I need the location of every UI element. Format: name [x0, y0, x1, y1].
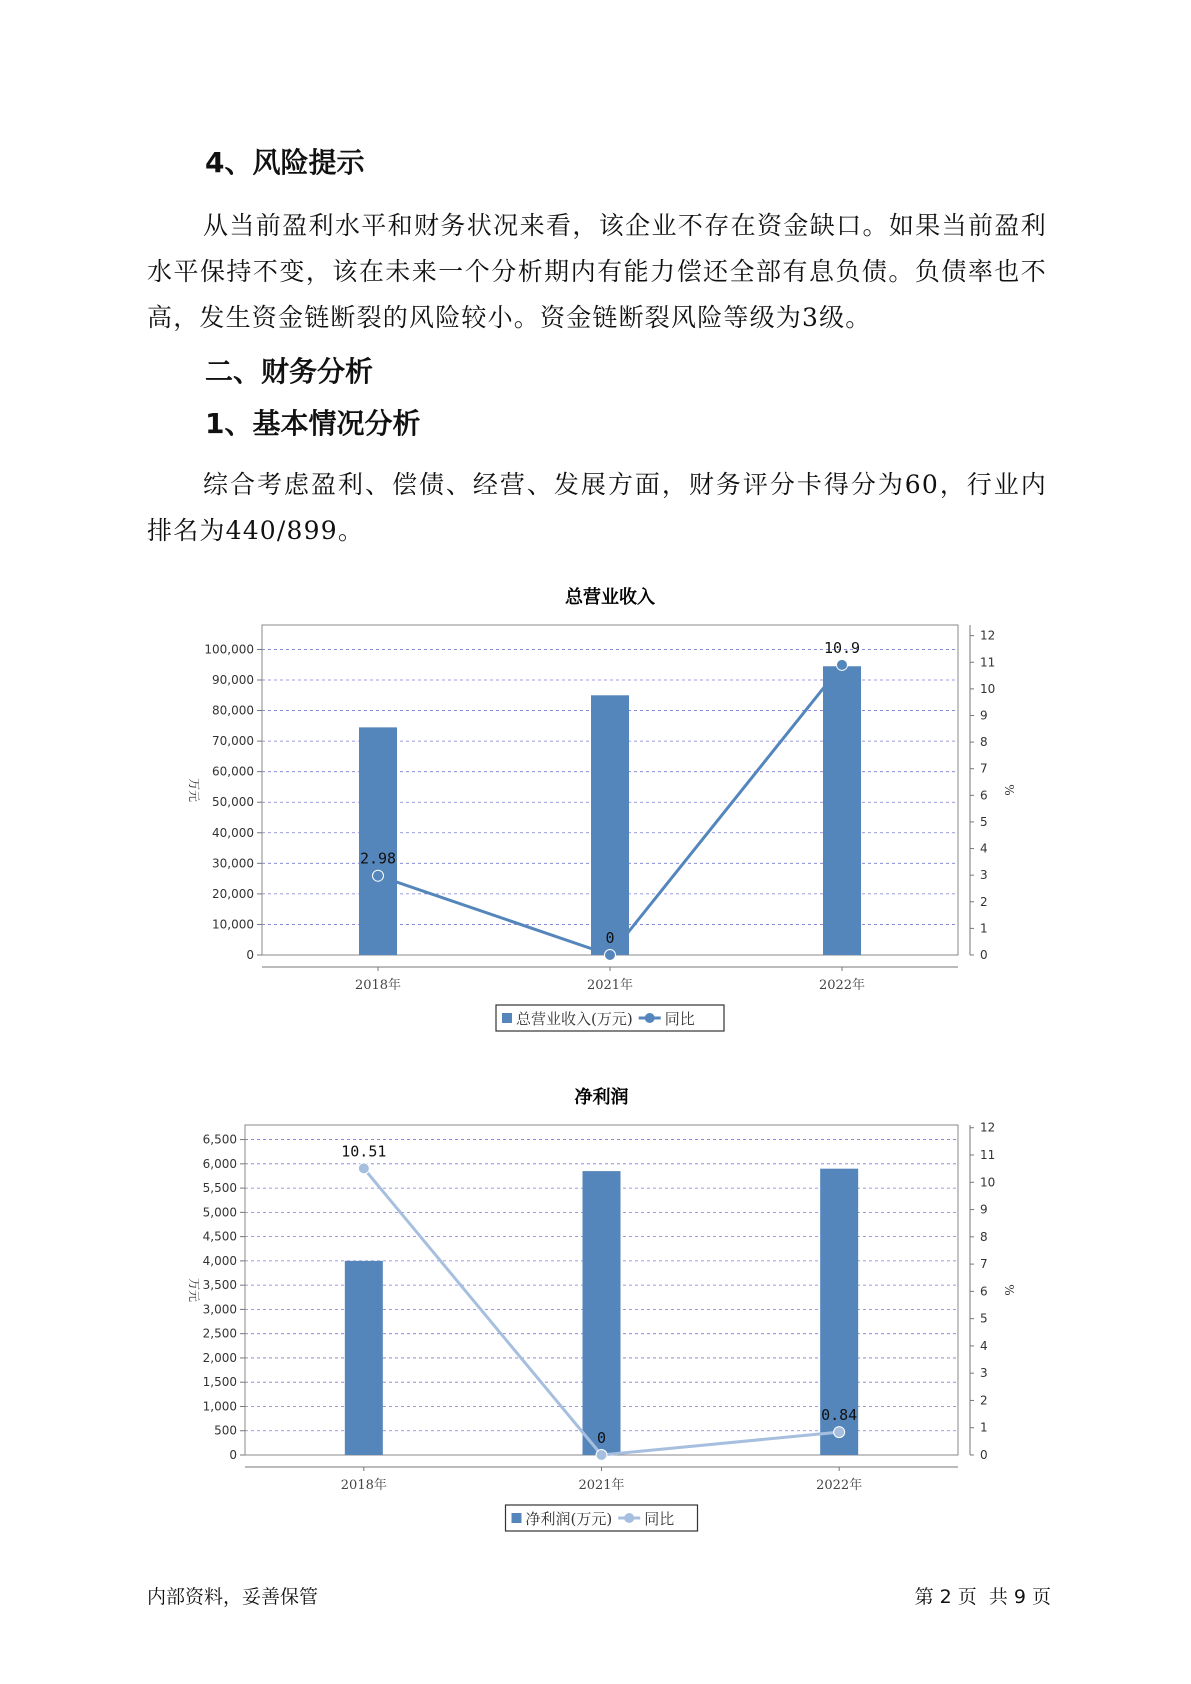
y2-tick-label: 8: [980, 1229, 988, 1244]
y-tick-label: 1,500: [202, 1375, 237, 1390]
y2-tick-label: 2: [980, 1393, 988, 1408]
y2-tick-label: 12: [980, 628, 996, 643]
net-profit-chart: [0, 1075, 1191, 1535]
y-axis-label: 万元: [187, 777, 201, 803]
y-axis-label: 万元: [187, 1277, 201, 1303]
data-label: 10.51: [341, 1142, 387, 1161]
legend-bar-swatch: [512, 1513, 522, 1523]
y2-tick-label: 11: [980, 655, 996, 670]
y2-tick-label: 11: [980, 1148, 996, 1162]
y-tick-label: 1,000: [202, 1399, 237, 1414]
y2-tick-label: 2: [980, 894, 988, 909]
bar: [345, 1261, 383, 1455]
basic-heading: 1、基本情况分析: [205, 407, 421, 440]
y-tick-label: 30,000: [212, 856, 254, 871]
bar: [823, 666, 861, 955]
data-label: 0: [596, 1429, 607, 1447]
footer-page-number: 第 2 页 共 9 页: [914, 1586, 1051, 1608]
y2-tick-label: 7: [980, 761, 988, 776]
y2-tick-label: 6: [980, 788, 988, 803]
data-label: 10.9: [823, 638, 861, 657]
x-tick-label: 2021年: [586, 978, 634, 993]
y-tick-label: 2,500: [202, 1326, 237, 1341]
y2-tick-label: 4: [980, 1338, 988, 1353]
bar: [591, 695, 629, 955]
y2-tick-label: 10: [980, 1175, 996, 1190]
y-tick-label: 60,000: [212, 764, 254, 779]
basic-paragraph: 综合考虑盈利、偿债、经营、发展方面，财务评分卡得分为60，行业内排名为440/899。: [147, 470, 1047, 545]
y2-tick-label: 4: [980, 841, 988, 856]
line-point: [358, 1163, 369, 1174]
line-point: [373, 870, 384, 881]
y2-tick-label: 9: [980, 1202, 988, 1217]
y-tick-label: 10,000: [212, 917, 254, 932]
y-tick-label: 80,000: [212, 703, 254, 718]
legend-bar-label: 总营业收入(万元): [516, 1010, 633, 1028]
legend-bar-swatch: [502, 1013, 512, 1023]
y-tick-label: 20,000: [212, 886, 254, 901]
y-tick-label: 2,000: [202, 1350, 237, 1365]
x-tick-label: 2018年: [340, 1478, 387, 1493]
revenue-chart: [0, 575, 1191, 1035]
x-tick-label: 2022年: [818, 978, 866, 993]
y2-tick-label: 3: [980, 868, 988, 883]
y2-tick-label: 8: [980, 735, 988, 750]
legend-bar-label: 净利润(万元): [525, 1510, 613, 1528]
line-point: [605, 950, 616, 961]
risk-paragraph: 从当前盈利水平和财务状况来看，该企业不存在资金缺口。如果当前盈利水平保持不变，该在未来一个分析期内有能力偿还全部有息负债。负债率也不高，发生资金链断裂的风险较小。资金链断裂风险等级为3级。: [147, 211, 1047, 332]
y-tick-label: 50,000: [212, 795, 254, 810]
y-tick-label: 4,000: [202, 1253, 237, 1268]
legend-line-marker: [624, 1513, 634, 1523]
legend-line-marker: [645, 1013, 655, 1023]
line-point: [834, 1427, 845, 1438]
x-tick-label: 2018年: [354, 978, 402, 993]
y2-tick-label: 1: [980, 1420, 988, 1435]
y-tick-label: 70,000: [212, 734, 254, 749]
y-tick-label: 5,000: [202, 1205, 237, 1220]
footer-confidential: 内部资料，妥善保管: [147, 1586, 319, 1608]
y2-tick-label: 5: [980, 1311, 988, 1326]
y2-tick-label: 7: [980, 1257, 988, 1272]
chart-title: 总营业收入: [565, 587, 655, 608]
y2-tick-label: 9: [980, 708, 988, 723]
x-tick-label: 2021年: [578, 1478, 625, 1493]
y-tick-label: 500: [214, 1423, 237, 1438]
data-label: 0: [605, 929, 615, 947]
y-tick-label: 3,000: [202, 1302, 237, 1317]
y2-tick-label: 1: [980, 921, 988, 936]
data-label: 2.98: [359, 849, 397, 868]
y-tick-label: 5,500: [202, 1181, 237, 1196]
y2-axis-label: %: [1002, 1284, 1016, 1296]
y-tick-label: 6,000: [202, 1156, 237, 1171]
risk-heading: 4、风险提示: [205, 146, 365, 179]
y2-tick-label: 3: [980, 1366, 988, 1381]
y-tick-label: 3,500: [202, 1278, 237, 1293]
y2-tick-label: 12: [980, 1120, 996, 1135]
y-tick-label: 40,000: [212, 825, 254, 840]
line-point: [596, 1450, 607, 1461]
y-tick-label: 100,000: [204, 642, 254, 657]
line-point: [837, 659, 848, 670]
bar: [583, 1171, 621, 1455]
y2-tick-label: 5: [980, 814, 988, 829]
y-tick-label: 4,500: [202, 1229, 237, 1244]
y-tick-label: 0: [246, 948, 254, 962]
chart-title: 净利润: [574, 1087, 629, 1108]
data-label: 0.84: [821, 1406, 858, 1425]
x-tick-label: 2022年: [816, 1478, 863, 1493]
bar: [359, 727, 397, 955]
y2-tick-label: 0: [980, 948, 988, 962]
legend-line-label: 同比: [664, 1010, 695, 1028]
y2-tick-label: 10: [980, 681, 996, 696]
finance-heading: 二、财务分析: [205, 355, 374, 388]
y-tick-label: 6,500: [202, 1132, 237, 1147]
y2-tick-label: 6: [980, 1284, 988, 1299]
y-tick-label: 0: [229, 1448, 237, 1462]
y2-tick-label: 0: [980, 1448, 988, 1462]
y-tick-label: 90,000: [212, 673, 254, 687]
y2-axis-label: %: [1002, 784, 1016, 796]
legend-line-label: 同比: [644, 1510, 675, 1528]
